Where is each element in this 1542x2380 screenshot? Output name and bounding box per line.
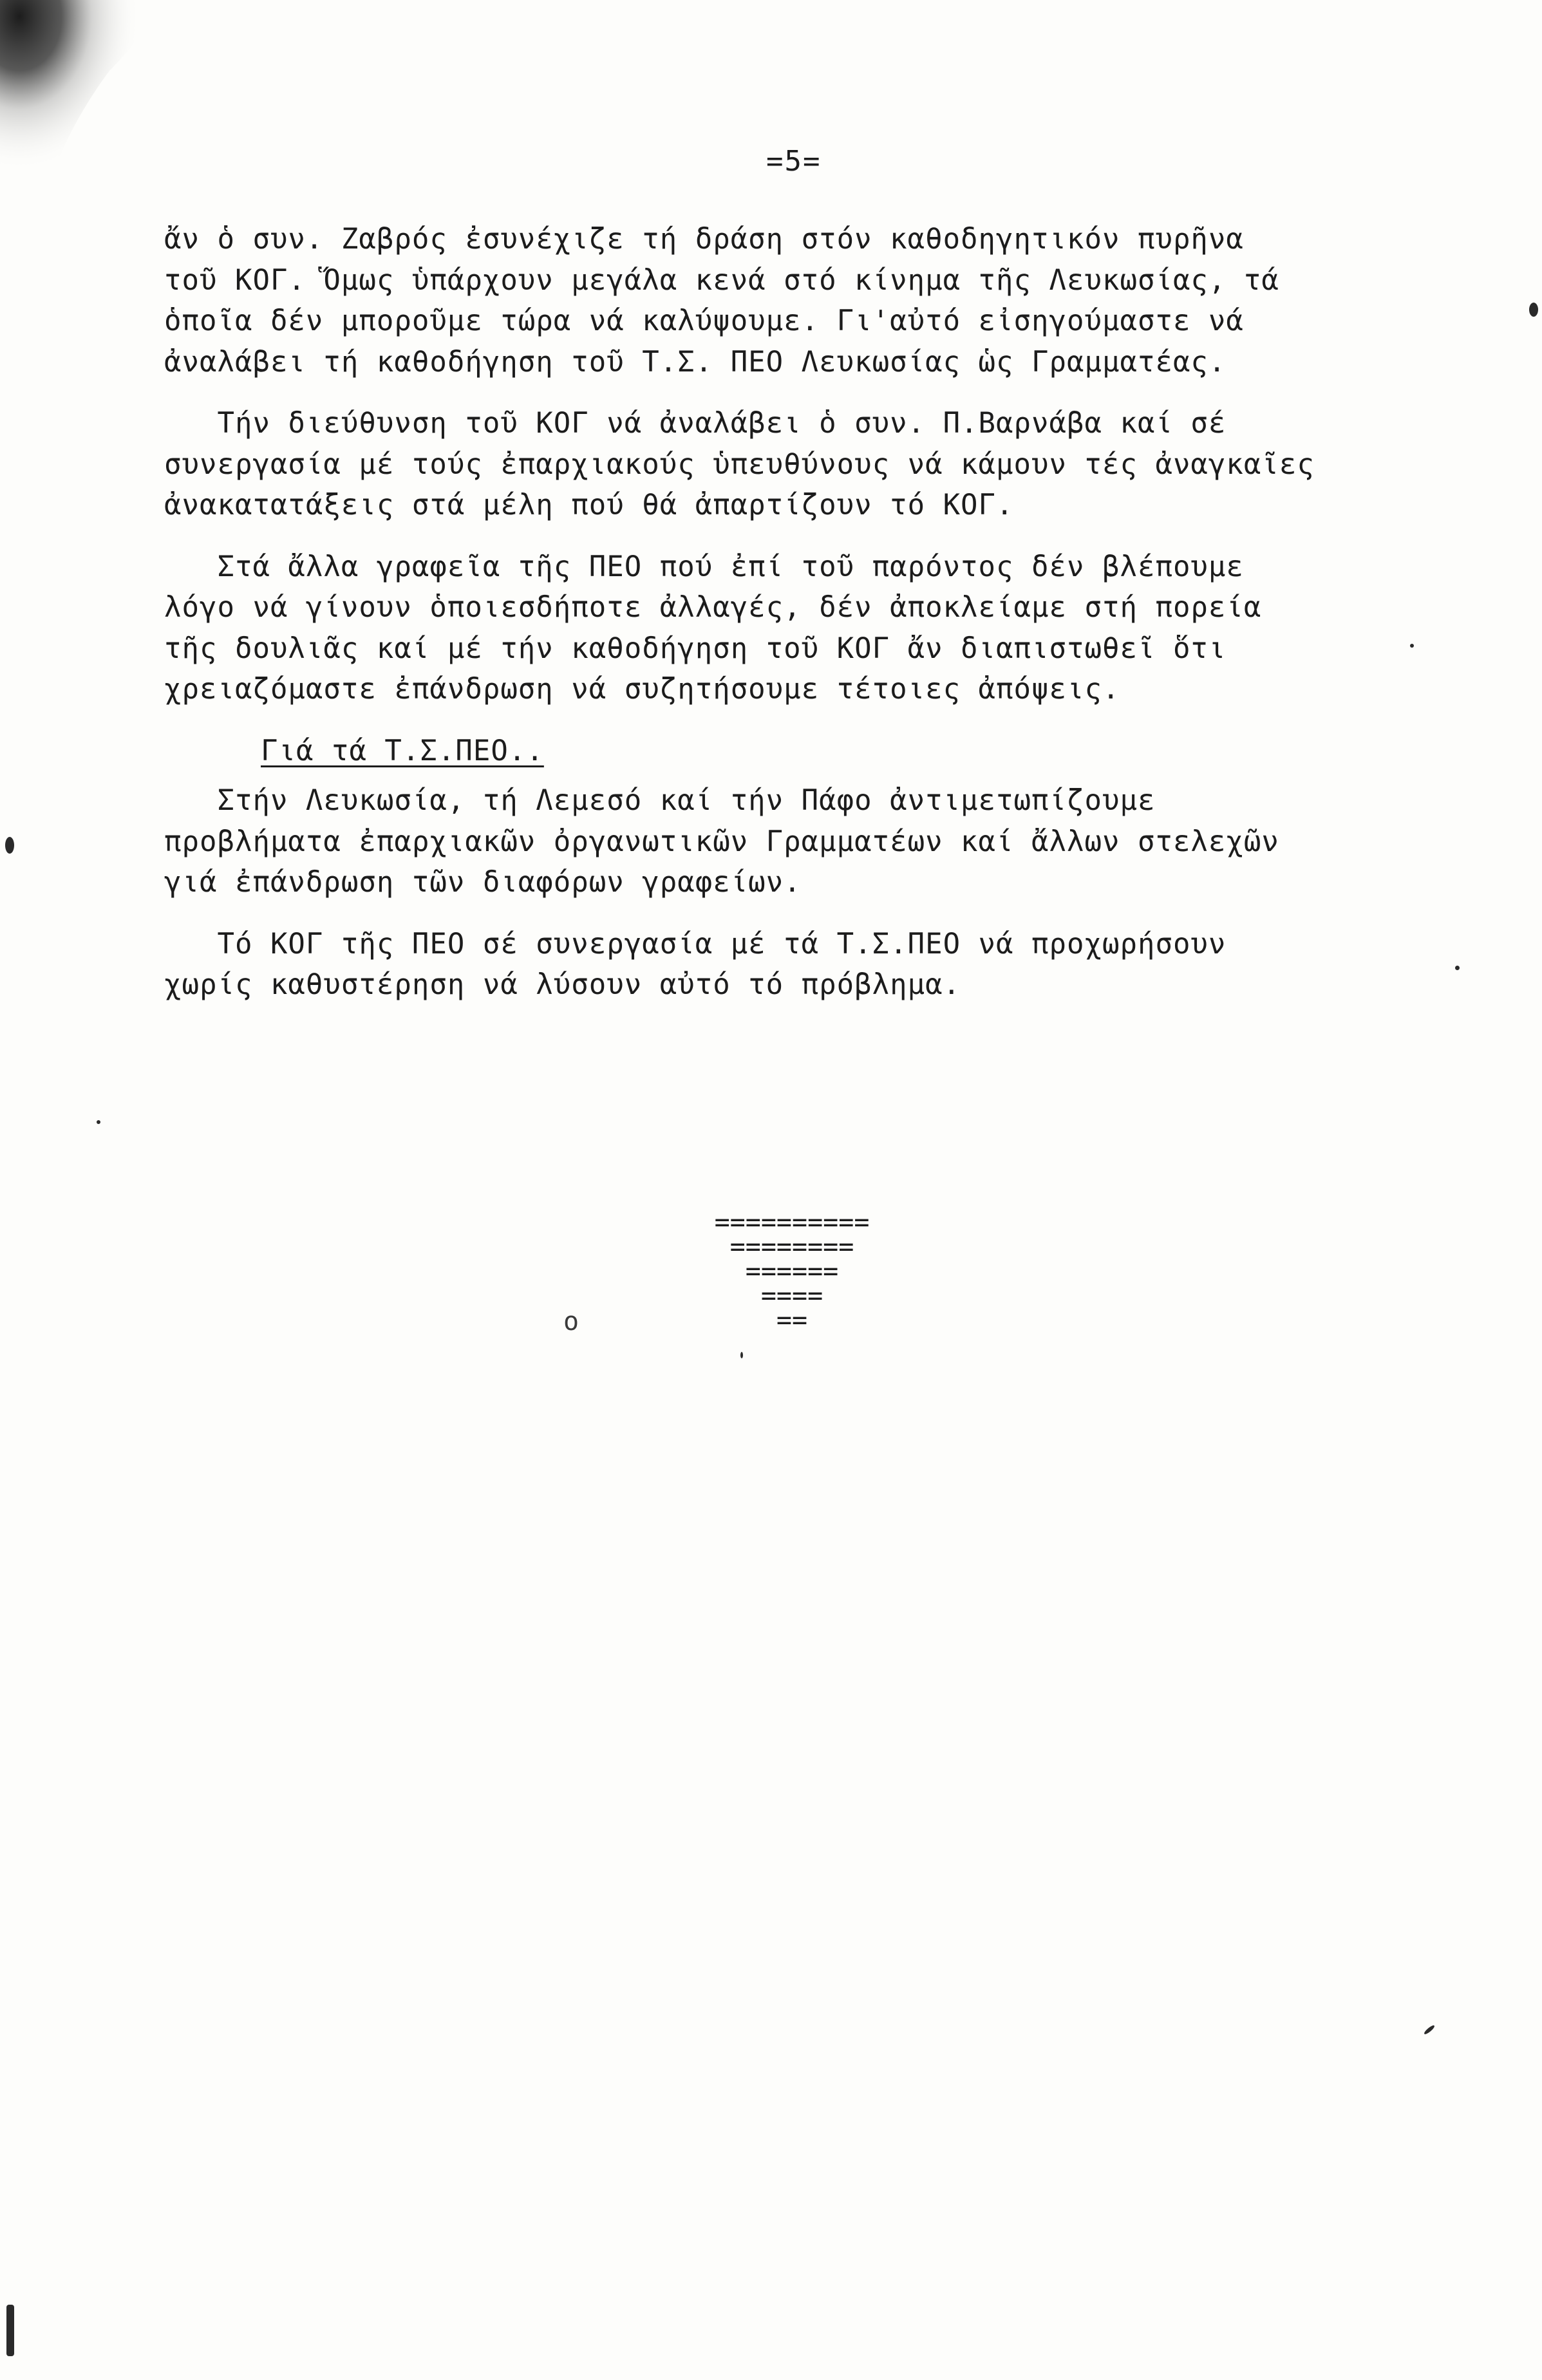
- text-line: ὁποῖα δέν μποροῦμε τώρα νά καλύψουμε. Γι'αὐτό εἰσηγούμαστε νά: [164, 305, 1244, 337]
- text-line: συνεργασία μέ τούς ἐπαρχιακούς ὑπευθύνους νά κάμουν τές ἀναγκαῖες: [164, 447, 1315, 481]
- end-ornament: [689, 1210, 895, 1333]
- scan-speck: [97, 1120, 100, 1124]
- paragraph: [164, 547, 1439, 710]
- text-line: ἀναλάβει τή καθοδήγηση τοῦ Τ.Σ. ΠΕΟ Λευκωσίας ὡς Γραμματέας.: [164, 345, 1227, 379]
- paragraph: [164, 780, 1439, 903]
- stray-ink-mark: o: [563, 1307, 579, 1336]
- text-line: ἄν ὁ συν. Ζαβρός ἐσυνέχιζε τή δράση στόν καθοδηγητικόν πυρῆνα: [164, 223, 1244, 256]
- paragraph: [164, 403, 1439, 526]
- ornament-row: ==========: [714, 1208, 870, 1237]
- text-line: χρειαζόμαστε ἐπάνδρωση νά συζητήσουμε τέτοιες ἀπόψεις.: [164, 673, 1120, 706]
- paragraph: [164, 924, 1439, 1006]
- ornament-row: ====: [760, 1281, 823, 1311]
- text-line: τῆς δουλιᾶς καί μέ τήν καθοδήγηση τοῦ ΚΟΓ ἄν διαπιστωθεῖ ὅτι: [164, 632, 1227, 665]
- text-line: ἀνακατατάξεις στά μέλη πού θά ἀπαρτίζουν τό ΚΟΓ.: [164, 489, 1014, 521]
- page-number: =5=: [766, 145, 822, 178]
- text-line: γιά ἐπάνδρωση τῶν διαφόρων γραφείων.: [164, 866, 802, 899]
- ornament-row: ==: [776, 1306, 808, 1335]
- scan-speck: [1455, 966, 1460, 970]
- text-line: Στήν Λευκωσία, τή Λεμεσό καί τήν Πάφο ἀντιμετωπίζουμε: [164, 784, 1156, 817]
- ornament-row: ======: [745, 1257, 839, 1286]
- section-heading-text: Γιά τά Τ.Σ.ΠΕΟ..: [261, 734, 544, 767]
- text-line: Στά ἄλλα γραφεῖα τῆς ΠΕΟ πού ἐπί τοῦ παρόντος δέν βλέπουμε: [164, 550, 1244, 583]
- text-line: χωρίς καθυστέρηση νά λύσουν αὐτό τό πρόβλημα.: [164, 968, 961, 1001]
- paragraph: [164, 219, 1439, 382]
- text-line: τοῦ ΚΟΓ. Ὅμως ὑπάρχουν μεγάλα κενά στό κίνημα τῆς Λευκωσίας, τά: [164, 263, 1279, 297]
- scan-speck: [1423, 2024, 1435, 2035]
- scan-speck: [1410, 644, 1414, 648]
- scan-speck: [740, 1352, 743, 1358]
- text-line: Τήν διεύθυνση τοῦ ΚΟΓ νά ἀναλάβει ὁ συν. Π.Βαρνάβα καί σέ: [164, 407, 1227, 440]
- section-heading: [164, 731, 1439, 772]
- text-line: Τό ΚΟΓ τῆς ΠΕΟ σέ συνεργασία μέ τά Τ.Σ.ΠΕΟ νά προχωρήσουν: [164, 927, 1227, 960]
- document-body: [164, 219, 1439, 1026]
- text-line: προβλήματα ἐπαρχιακῶν ὀργανωτικῶν Γραμματέων καί ἄλλων στελεχῶν: [164, 825, 1279, 858]
- scan-speck: [6, 2305, 14, 2356]
- scan-smudge-corner: [0, 0, 212, 212]
- scan-speck: [1529, 303, 1538, 317]
- text-line: λόγο νά γίνουν ὁποιεσδήποτε ἀλλαγές, δέν ἀποκλείαμε στή πορεία: [164, 591, 1262, 624]
- scan-speck: [5, 837, 14, 854]
- ornament-row: ========: [729, 1232, 854, 1262]
